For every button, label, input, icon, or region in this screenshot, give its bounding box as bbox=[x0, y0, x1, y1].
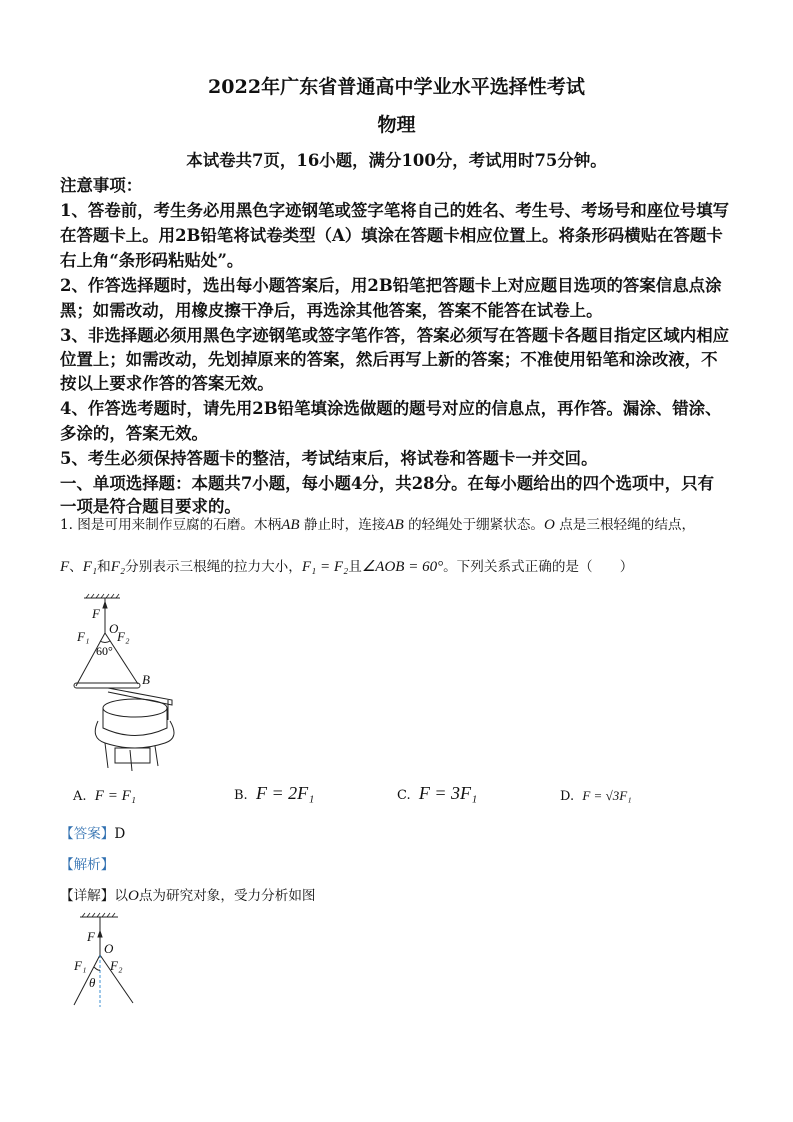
notice-line: 3、非选择题必须用黑色字迹钢笔或签字笔作答，答案必须写在答题卡各题目指定区域内相应 bbox=[60, 326, 730, 345]
notice-line: 位置上；如需改动，先划掉原来的答案，然后再写上新的答案；不准使用铅笔和涂改液，不 bbox=[60, 350, 718, 369]
math: F₂ bbox=[110, 559, 126, 575]
text: 以 bbox=[114, 888, 128, 904]
label-F: F bbox=[92, 606, 100, 621]
label-F2: F₂ bbox=[117, 629, 130, 644]
math: F bbox=[60, 559, 70, 575]
text: 点为研究对象，受力分析如图 bbox=[138, 888, 316, 904]
option-a[interactable] bbox=[73, 788, 136, 805]
option-c[interactable] bbox=[397, 783, 477, 804]
notice-line: 5、考生必须保持答题卡的整洁，考试结束后，将试卷和答题卡一并交回。 bbox=[60, 449, 598, 468]
option-expr: F = 3F₁ bbox=[418, 783, 478, 803]
answer-line bbox=[60, 822, 125, 842]
notice-line: 4、作答选考题时，请先用2B铅笔填涂选做题的题号对应的信息点，再作答。漏涂、错涂、 bbox=[60, 399, 722, 418]
section-heading: 一项是符合题目要求的。 bbox=[60, 497, 241, 516]
detail-line bbox=[60, 884, 316, 905]
text: 的轻绳处于绷紧状态。 bbox=[408, 517, 545, 533]
option-expr: F = √3F₁ bbox=[582, 788, 632, 803]
label-F: F bbox=[87, 929, 95, 944]
math: F₁ bbox=[82, 559, 98, 575]
text: 静止时，连接 bbox=[303, 517, 386, 533]
subject-title: 物理 bbox=[377, 114, 416, 136]
option-expr: F = F₁ bbox=[94, 788, 136, 804]
text: 和 bbox=[97, 559, 111, 575]
text: 、 bbox=[69, 559, 83, 575]
math: F₁ = F₂ bbox=[301, 559, 349, 575]
notice-heading: 注意事项： bbox=[60, 176, 143, 195]
math: AB bbox=[281, 517, 300, 533]
option-d[interactable] bbox=[560, 788, 632, 804]
math: AB bbox=[385, 517, 404, 533]
text: 点是三根轻绳的结点， bbox=[559, 517, 696, 533]
option-expr: F = 2F₁ bbox=[255, 783, 315, 803]
notice-line: 多涂的，答案无效。 bbox=[60, 424, 208, 443]
label-F1: F₁ bbox=[74, 958, 87, 973]
text: 且 bbox=[348, 559, 362, 575]
question-1-text-line-1 bbox=[60, 513, 695, 534]
option-letter: A. bbox=[73, 789, 87, 804]
label-theta: θ bbox=[89, 975, 96, 990]
text: 。下列关系式正确的是（ ） bbox=[443, 559, 634, 575]
notice-line: 在答题卡上。用2B铅笔将试卷类型（A）填涂在答题卡相应位置上。将条形码横贴在答题卡 bbox=[60, 226, 723, 245]
notice-line: 右上角“条形码粘贴处”。 bbox=[60, 251, 244, 270]
option-letter: B. bbox=[234, 788, 248, 803]
answer-label: 【答案】 bbox=[60, 826, 115, 842]
label-angle: 60° bbox=[96, 644, 113, 658]
label-O: O bbox=[104, 941, 114, 956]
notice-line: 1、答卷前，考生务必用黑色字迹钢笔或签字笔将自己的姓名、考生号、考场号和座位号填写 bbox=[60, 201, 730, 220]
analysis-label: 【解析】 bbox=[60, 857, 115, 873]
label-F1: F₁ bbox=[77, 629, 90, 644]
force-analysis-figure bbox=[60, 905, 160, 1015]
label-B: B bbox=[142, 672, 150, 687]
option-letter: D. bbox=[560, 789, 575, 804]
option-b[interactable] bbox=[234, 783, 314, 804]
detail-label: 【详解】 bbox=[60, 888, 115, 904]
notice-line: 2、作答选择题时，选出每小题答案后，用2B铅笔把答题卡上对应题目选项的答案信息点涂 bbox=[60, 276, 722, 295]
question-1-text-line-2 bbox=[60, 555, 633, 576]
text: 分别表示三根绳的拉力大小， bbox=[125, 559, 302, 575]
label-O: O bbox=[109, 621, 119, 636]
math: O bbox=[544, 517, 555, 533]
section-heading: 一、单项选择题：本题共7小题，每小题4分，共28分。在每小题给出的四个选项中，只有 bbox=[60, 474, 715, 493]
math: ∠AOB = 60° bbox=[361, 559, 444, 575]
millstone-figure bbox=[60, 588, 200, 773]
exam-subtitle: 本试卷共7页，16小题，满分100分，考试用时75分钟。 bbox=[186, 151, 607, 170]
math: O bbox=[127, 888, 139, 904]
exam-title: 2022年广东省普通高中学业水平选择性考试 bbox=[208, 76, 585, 98]
label-F2: F₂ bbox=[110, 958, 123, 973]
notice-line: 按以上要求作答的答案无效。 bbox=[60, 374, 274, 393]
option-letter: C. bbox=[397, 788, 411, 803]
text: 1. 图是可用来制作豆腐的石磨。木柄 bbox=[60, 517, 282, 533]
notice-line: 黑；如需改动，用橡皮擦干净后，再选涂其他答案，答案不能答在试卷上。 bbox=[60, 301, 603, 320]
answer-value: D bbox=[114, 826, 126, 842]
